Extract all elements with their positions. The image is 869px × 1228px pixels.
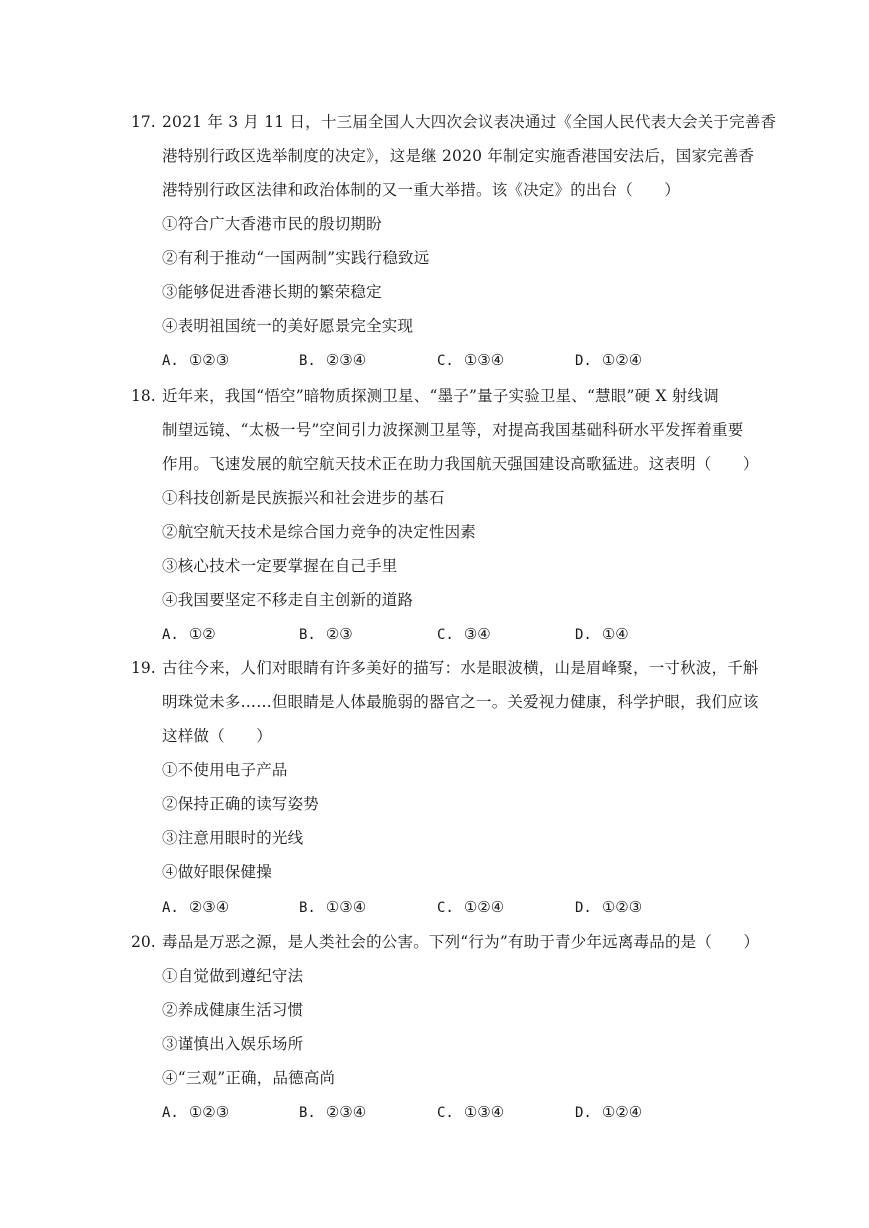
statement: ①科技创新是民族振兴和社会进步的基石 [162,489,445,507]
statement: ②保持正确的读写姿势 [162,795,320,813]
question-number: 18. [131,387,156,405]
option-c[interactable] [437,890,504,924]
option-label: C. [437,900,454,916]
option-label: C. [437,627,454,643]
option-label: D. [575,900,592,916]
question-stem-line: 明珠觉未多……但眼睛是人体最脆弱的器官之一。关爱视力健康，科学护眼，我们应该 [162,693,759,711]
option-text: ①②③ [188,1103,230,1121]
question-stem-line: 港特别行政区法律和政治体制的又一重大举措。该《决定》的出台（ ） [162,181,681,199]
option-d[interactable] [575,617,629,651]
option-text: ②③ [325,625,353,643]
option-text: ①④ [601,625,629,643]
option-b[interactable] [299,617,353,651]
question-stem-line: 2021 年 3 月 11 日，十三届全国人大四次会议表决通过《全国人民代表大会关于完善香 [162,113,777,131]
option-a[interactable] [162,1095,229,1129]
option-label: B. [299,900,316,916]
option-text: ③④ [463,625,491,643]
option-label: A. [162,1105,179,1121]
statement: ①符合广大香港市民的殷切期盼 [162,215,382,233]
option-text: ①③④ [325,898,367,916]
statement: ①不使用电子产品 [162,761,288,779]
question-number: 20. [131,933,156,951]
option-a[interactable] [162,617,216,651]
option-a[interactable] [162,343,229,377]
question-stem-line: 这样做（ ） [162,727,272,745]
question-stem-line: 毒品是万恶之源，是人类社会的公害。下列“行为”有助于青少年远离毒品的是（ ） [162,933,760,951]
option-label: C. [437,353,454,369]
option-label: A. [162,627,179,643]
option-label: D. [575,627,592,643]
question-stem-line: 港特别行政区选举制度的决定》，这是继 2020 年制定实施香港国安法后，国家完善香 [162,147,755,165]
option-label: D. [575,353,592,369]
option-d[interactable] [575,343,642,377]
option-c[interactable] [437,617,491,651]
statement: ①自觉做到遵纪守法 [162,967,304,985]
option-b[interactable] [299,1095,366,1129]
option-text: ①②④ [463,898,505,916]
option-label: D. [575,1105,592,1121]
option-label: A. [162,900,179,916]
question-stem-line: 古往今来，人们对眼睛有许多美好的描写：水是眼波横，山是眉峰聚，一寸秋波，千斛 [162,659,759,677]
statement: ②航空航天技术是综合国力竞争的决定性因素 [162,523,477,541]
option-text: ①②③ [188,351,230,369]
option-text: ①②③ [601,898,643,916]
option-b[interactable] [299,890,366,924]
question-number: 19. [131,659,156,677]
option-label: B. [299,1105,316,1121]
option-c[interactable] [437,1095,504,1129]
option-label: B. [299,353,316,369]
option-d[interactable] [575,1095,642,1129]
option-label: B. [299,627,316,643]
statement: ③注意用眼时的光线 [162,829,304,847]
option-label: C. [437,1105,454,1121]
statement: ④表明祖国统一的美好愿景完全实现 [162,317,414,335]
question-stem-line: 制望远镜、“太极一号”空间引力波探测卫星等，对提高我国基础科研水平发挥着重要 [162,421,744,439]
statement: ③谨慎出入娱乐场所 [162,1035,304,1053]
statement: ②养成健康生活习惯 [162,1001,304,1019]
option-text: ①③④ [463,351,505,369]
option-label: A. [162,353,179,369]
option-a[interactable] [162,890,229,924]
statement: ④做好眼保健操 [162,863,272,881]
option-b[interactable] [299,343,366,377]
statement: ②有利于推动“一国两制”实践行稳致远 [162,249,430,267]
option-text: ②③④ [325,1103,367,1121]
question-stem-line: 作用。飞速发展的航空航天技术正在助力我国航天强国建设高歌猛进。这表明（ ） [162,455,759,473]
option-text: ①②④ [601,351,643,369]
statement: ③能够促进香港长期的繁荣稳定 [162,283,382,301]
statement: ④我国要坚定不移走自主创新的道路 [162,591,414,609]
option-text: ②③④ [188,898,230,916]
question-number: 17. [131,113,156,131]
question-stem-line: 近年来，我国“悟空”暗物质探测卫星、“墨子”量子实验卫星、“慧眼”硬 X 射线调 [162,387,719,405]
option-d[interactable] [575,890,642,924]
option-text: ①② [188,625,216,643]
option-text: ①②④ [601,1103,643,1121]
statement: ④“三观”正确，品德高尚 [162,1069,336,1087]
option-text: ①③④ [463,1103,505,1121]
statement: ③核心技术一定要掌握在自己手里 [162,557,398,575]
option-c[interactable] [437,343,504,377]
option-text: ②③④ [325,351,367,369]
